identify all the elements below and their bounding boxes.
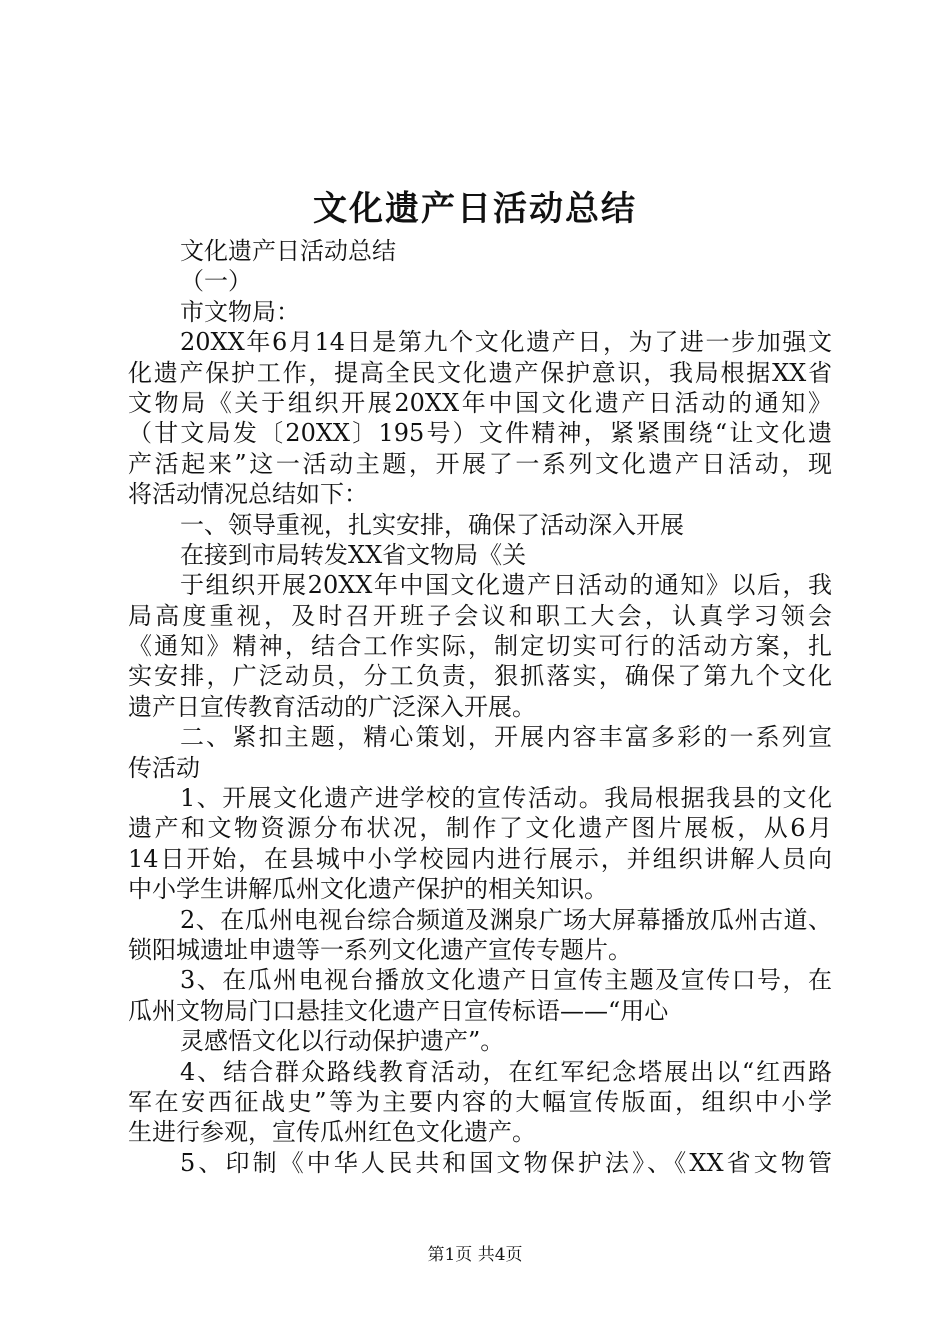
document-title: 文化遗产日活动总结: [313, 189, 637, 229]
body-line: 瓜州文物局门口悬挂文化遗产日宣传标语——“用心: [128, 996, 669, 1025]
body-line: 遗产和文物资源分布状况，制作了文化遗产图片展板，从6月: [128, 814, 832, 843]
body-line: 文物局《关于组织开展20XX年中国文化遗产日活动的通知》: [128, 388, 832, 417]
body-line: 4、结合群众路线教育活动，在红军纪念塔展出以“红西路: [180, 1057, 832, 1086]
body-line: 于组织开展20XX年中国文化遗产日活动的通知》以后，我: [180, 571, 832, 600]
body-line: （一）: [180, 267, 252, 296]
body-line: 3、在瓜州电视台播放文化遗产日宣传主题及宣传口号，在: [180, 966, 832, 995]
document-body: [128, 236, 832, 1178]
body-line: 文化遗产日活动总结: [180, 237, 396, 265]
page-footer: 第1页 共4页: [427, 1245, 523, 1265]
body-line: 中小学生讲解瓜州文化遗产保护的相关知识。: [128, 875, 608, 904]
body-line: 《通知》精神，结合工作实际，制定切实可行的活动方案，扎: [128, 632, 832, 661]
body-line: 化遗产保护工作，提高全民文化遗产保护意识，我局根据XX省: [128, 358, 832, 387]
body-line: 二、紧扣主题，精心策划，开展内容丰富多彩的一系列宣: [180, 723, 832, 752]
body-line: 14日开始，在县城中小学校园内进行展示，并组织讲解人员向: [128, 844, 832, 873]
body-line: 一、领导重视，扎实安排，确保了活动深入开展: [180, 510, 684, 539]
body-line: 在接到市局转发XX省文物局《关: [180, 540, 527, 569]
body-line: 产活起来”这一活动主题，开展了一系列文化遗产日活动，现: [128, 449, 832, 478]
body-line: 生进行参观，宣传瓜州红色文化遗产。: [128, 1118, 536, 1147]
body-line: 将活动情况总结如下：: [128, 480, 368, 509]
body-line: 20XX年6月14日是第九个文化遗产日，为了进一步加强文: [180, 328, 832, 357]
body-line: 市文物局：: [180, 297, 300, 326]
body-line: 实安排，广泛动员，分工负责，狠抓落实，确保了第九个文化: [128, 662, 832, 691]
body-line: 局高度重视，及时召开班子会议和职工大会，认真学习领会: [128, 601, 832, 630]
body-line: （甘文局发〔20XX〕195号）文件精神，紧紧围绕“让文化遗: [128, 419, 832, 448]
body-line: 军在安西征战史”等为主要内容的大幅宣传版面，组织中小学: [128, 1087, 832, 1116]
body-line: 锁阳城遗址申遗等一系列文化遗产宣传专题片。: [128, 935, 632, 964]
body-line: 灵感悟文化以行动保护遗产”。: [180, 1027, 505, 1056]
body-line: 2、在瓜州电视台综合频道及渊泉广场大屏幕播放瓜州古道、: [180, 905, 832, 934]
body-line: 遗产日宣传教育活动的广泛深入开展。: [128, 692, 536, 721]
body-line: 1、开展文化遗产进学校的宣传活动。我局根据我县的文化: [180, 784, 832, 813]
body-line: 传活动: [128, 753, 200, 782]
body-line: 5、印制《中华人民共和国文物保护法》、《XX省文物管: [180, 1148, 832, 1177]
